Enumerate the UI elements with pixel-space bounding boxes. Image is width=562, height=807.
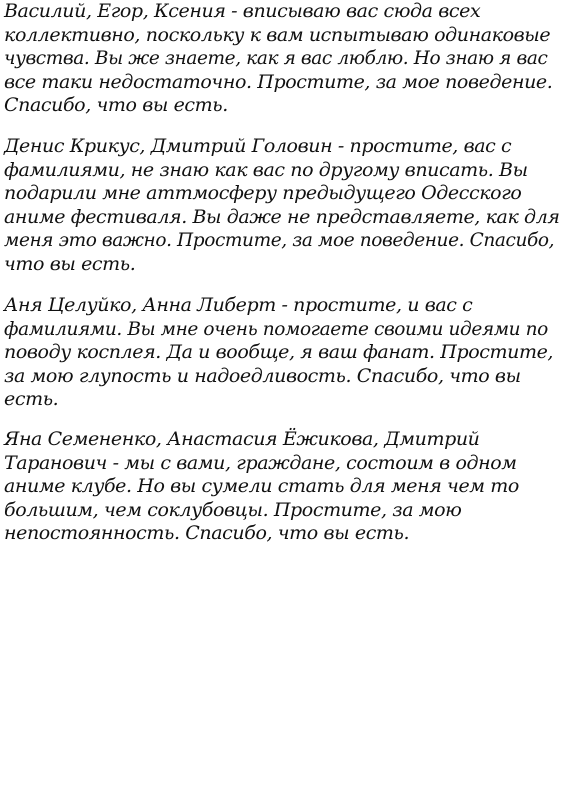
text-line: Василий, Егор, Ксения - вписываю вас сюда всех — [4, 0, 481, 22]
text-line: фамилиями, не знаю как вас по другому вписать. Вы — [4, 158, 528, 181]
text-line: Денис Крикус, Дмитрий Головин - простите, вас с — [4, 135, 512, 157]
text-line: что вы есть. — [4, 252, 136, 275]
text-line: Яна Семененко, Анастасия Ёжикова, Дмитрий — [4, 428, 480, 450]
text-line: чувства. Вы же знаете, как я вас люблю. Но знаю я вас — [4, 48, 548, 69]
text-line: коллективно, поскольку к вам испытываю одинаковые — [4, 23, 551, 46]
text-line: Таранович - мы с вами, граждане, состоим в одном — [4, 451, 517, 474]
text-line: фамилиями. Вы мне очень помогаете своими идеями по — [4, 318, 548, 340]
paragraph-denis-dmitry — [4, 135, 560, 276]
text-line: подарили мне аттмосферу предыдущего Одесского — [4, 182, 522, 204]
text-line: меня это важно. Простите, за мое поведение. Спасибо, — [4, 230, 555, 251]
text-line: поводу косплея. Да и вообще, я ваш фанат. Простите, — [4, 341, 554, 363]
text-line: аниме фестиваля. Вы даже не представляете, как для — [4, 205, 560, 228]
text-line: есть. — [4, 388, 59, 410]
paragraph-anya-anna — [4, 294, 560, 412]
text-line: все таки недостаточно. Простите, за мое поведение. — [4, 70, 553, 93]
text-line: большим, чем соклубовцы. Простите, за мою — [4, 498, 462, 521]
paragraph-yana-anastasia-dmitry — [4, 428, 560, 546]
text-line: Спасибо, что вы есть. — [4, 94, 228, 116]
text-line: аниме клубе. Но вы сумели стать для меня чем то — [4, 475, 519, 497]
text-line: Аня Целуйко, Анна Либерт - простите, и вас с — [4, 294, 473, 316]
text-line: непостоянность. Спасибо, что вы есть. — [4, 522, 410, 544]
text-line: за мою глупость и надоедливость. Спасибо, что вы — [4, 364, 521, 387]
paragraph-vasily-egor-ksenia — [4, 0, 560, 118]
